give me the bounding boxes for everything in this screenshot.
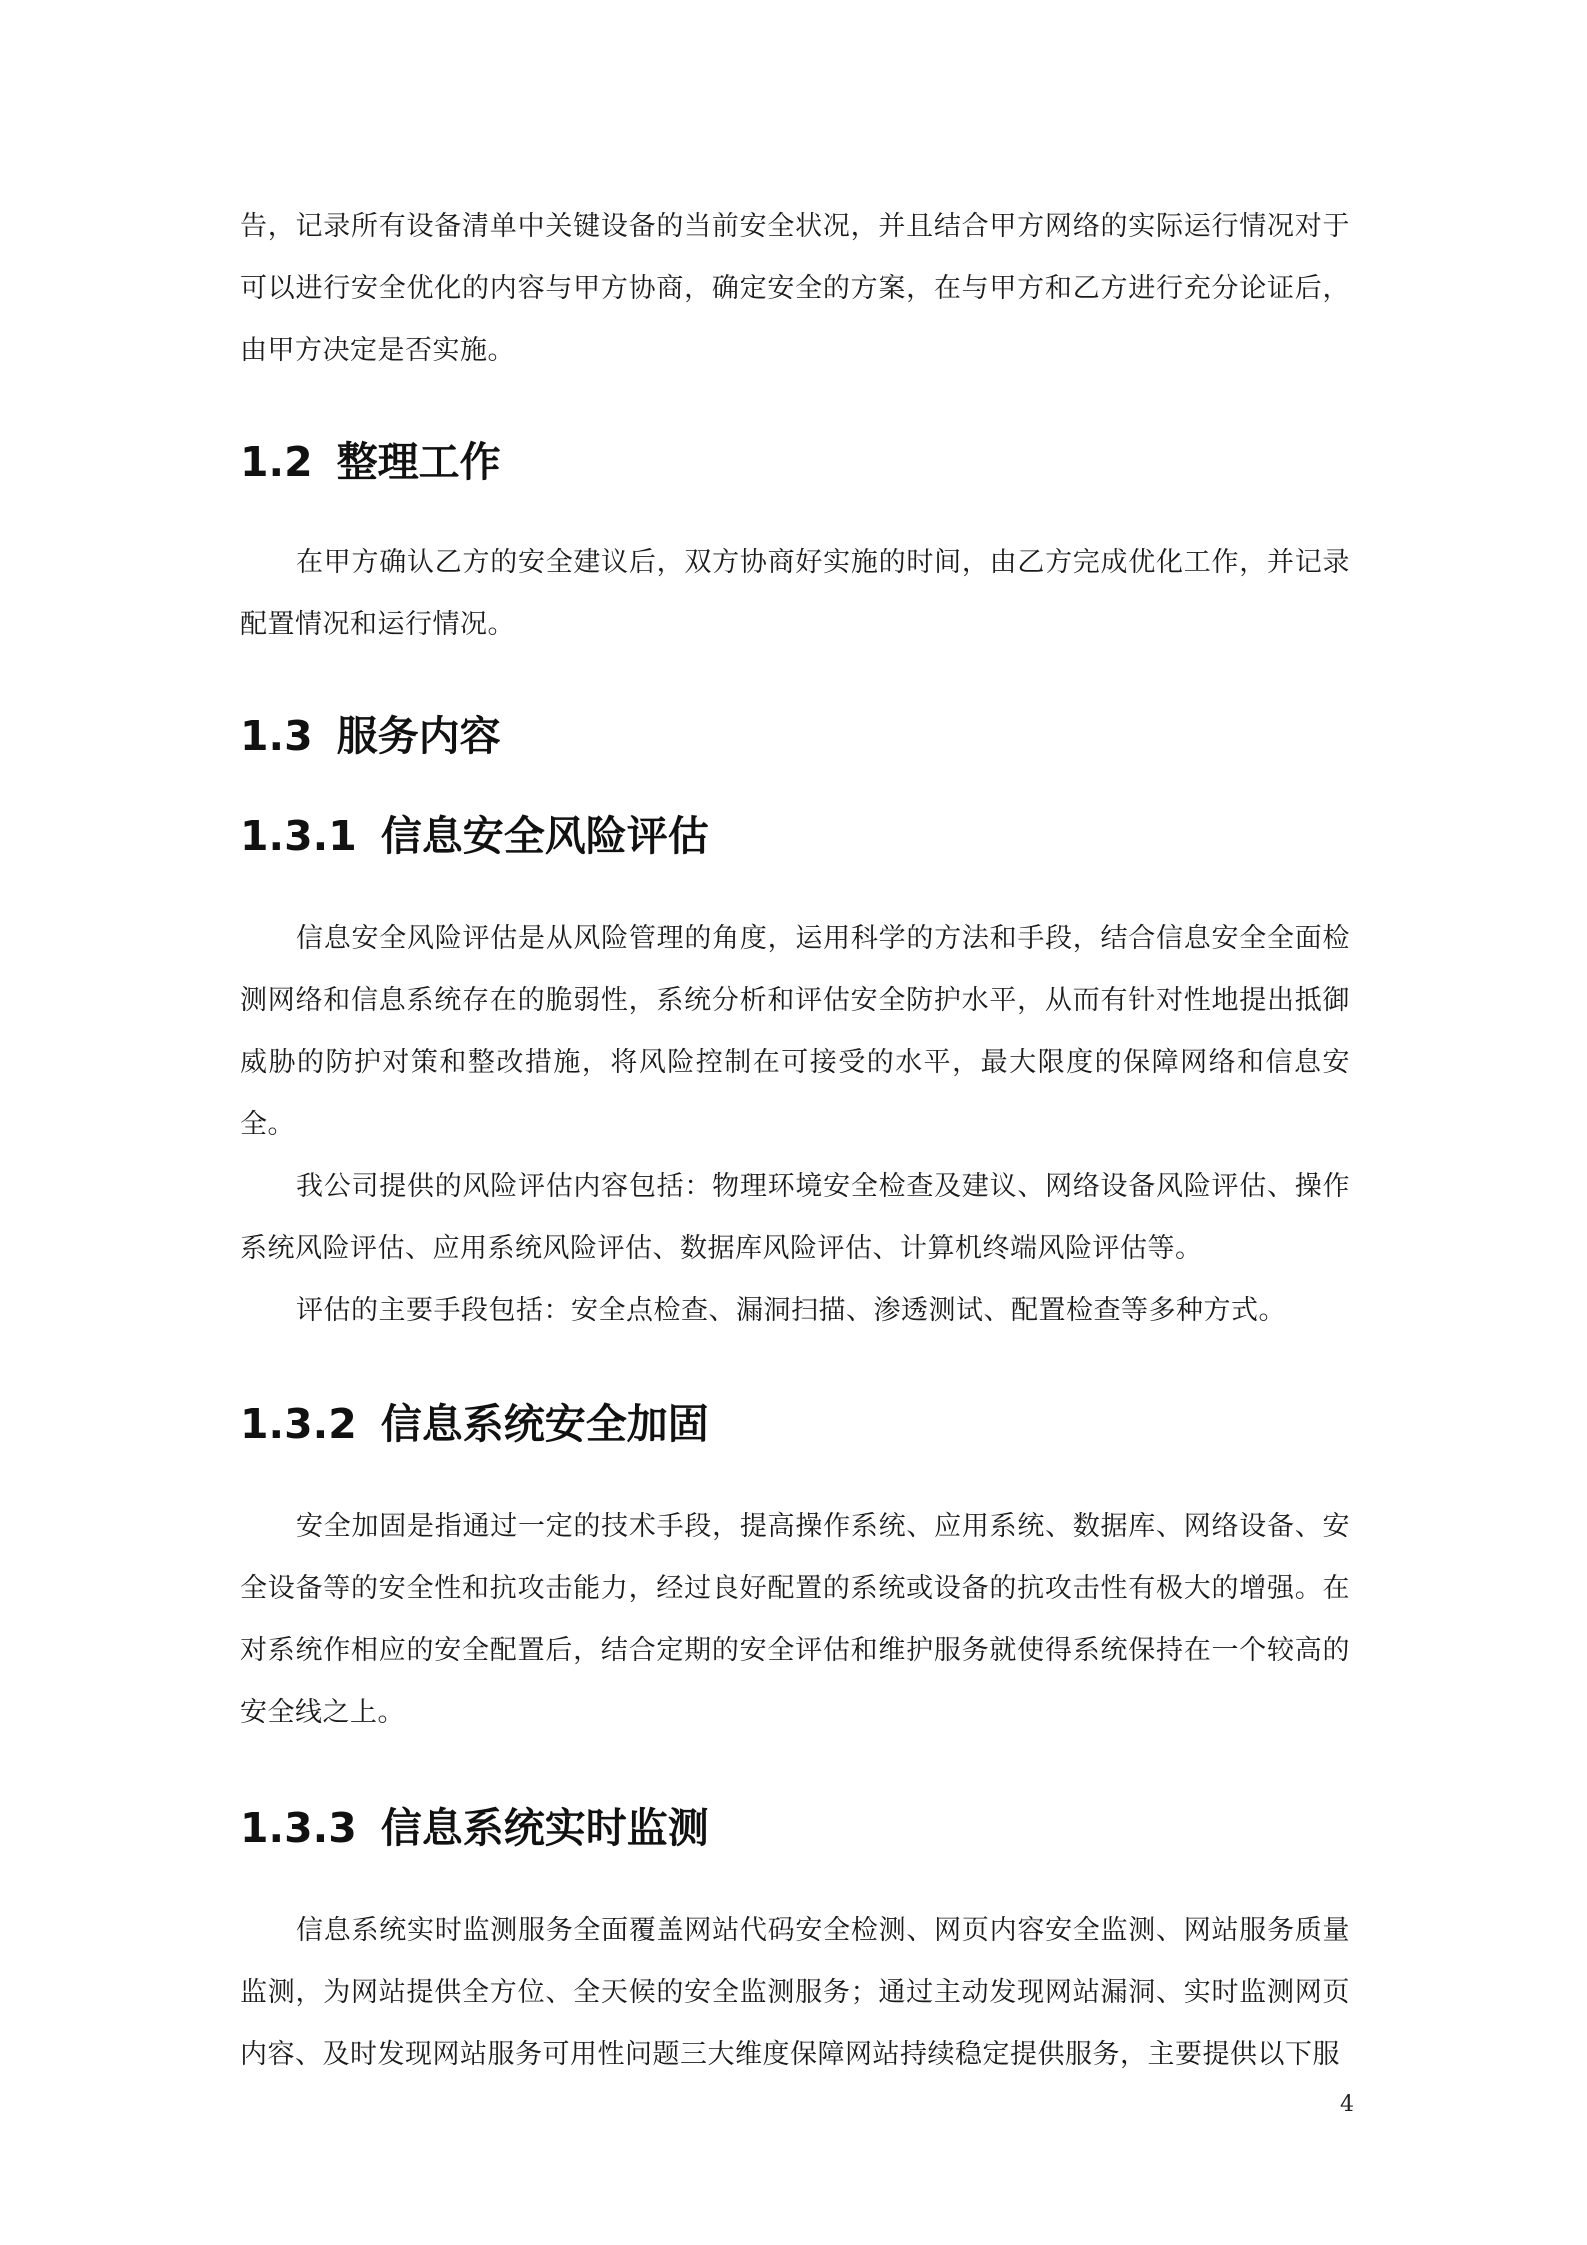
heading-title: 服务内容 xyxy=(336,712,501,760)
heading-number: 1.3.3 xyxy=(240,1804,357,1852)
paragraph: 我公司提供的风险评估内容包括：物理环境安全检查及建议、网络设备风险评估、操作系统风险评估、应用系统风险评估、数据库风险评估、计算机终端风险评估等。 xyxy=(240,1171,1350,1264)
paragraph: 信息系统实时监测服务全面覆盖网站代码安全检测、网页内容安全监测、网站服务质量监测，为网站提供全方位、全天候的安全监测服务；通过主动发现网站漏洞、实时监测网页内容、及时发现网站服务可用性问题三大维度保障网站持续稳定提供服务，主要提供以下服 xyxy=(240,1915,1350,2070)
heading-number: 1.3 xyxy=(240,712,313,760)
heading-1-3-3 xyxy=(240,1798,1350,1858)
heading-title: 信息系统安全加固 xyxy=(380,1400,709,1448)
heading-1-3-2 xyxy=(240,1394,1350,1454)
paragraph: 评估的主要手段包括：安全点检查、漏洞扫描、渗透测试、配置检查等多种方式。 xyxy=(296,1295,1286,1326)
heading-number: 1.2 xyxy=(240,438,313,486)
heading-title: 整理工作 xyxy=(336,438,501,486)
page-number: 4 xyxy=(1340,2092,1354,2117)
heading-number: 1.3.1 xyxy=(240,812,357,860)
paragraph: 信息安全风险评估是从风险管理的角度，运用科学的方法和手段，结合信息安全全面检测网络和信息系统存在的脆弱性，系统分析和评估安全防护水平，从而有针对性地提出抵御威胁的防护对策和整改措施，将风险控制在可接受的水平，最大限度的保障网络和信息安全。 xyxy=(240,923,1350,1140)
paragraph: 安全加固是指通过一定的技术手段，提高操作系统、应用系统、数据库、网络设备、安全设备等的安全性和抗攻击能力，经过良好配置的系统或设备的抗攻击性有极大的增强。在对系统作相应的安全配置后，结合定期的安全评估和维护服务就使得系统保持在一个较高的安全线之上。 xyxy=(240,1511,1350,1728)
heading-title: 信息系统实时监测 xyxy=(380,1804,709,1852)
heading-1-2 xyxy=(240,432,1350,492)
heading-1-3 xyxy=(240,706,1350,766)
heading-number: 1.3.2 xyxy=(240,1400,357,1448)
paragraph-continued: 告，记录所有设备清单中关键设备的当前安全状况，并且结合甲方网络的实际运行情况对于可以进行安全优化的内容与甲方协商，确定安全的方案，在与甲方和乙方进行充分论证后，由甲方决定是否实施。 xyxy=(240,211,1350,366)
paragraph: 在甲方确认乙方的安全建议后，双方协商好实施的时间，由乙方完成优化工作，并记录配置情况和运行情况。 xyxy=(240,547,1350,640)
heading-title: 信息安全风险评估 xyxy=(380,812,709,860)
heading-1-3-1 xyxy=(240,806,1350,866)
document-page xyxy=(240,196,1350,2086)
